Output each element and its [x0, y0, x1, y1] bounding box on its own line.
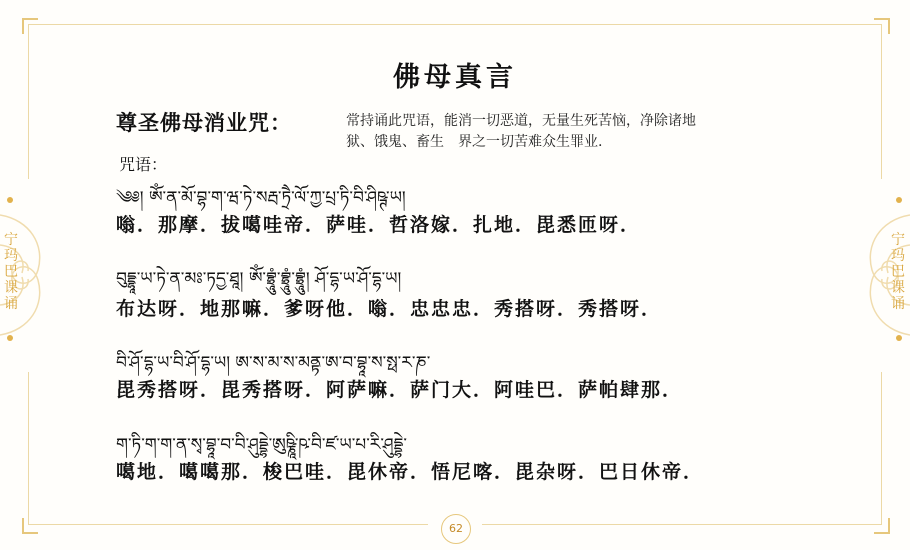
verse-4-tibetan: ག་ཏི་ག་ག་ན་སྭ་བྷཱ་བ་བི་ཤུདྡྷེ་ཨུཥྞཱི་ཥ་བི་ཛ་ཡ་པ་རི་ཤུདྡྷེ་ — [116, 435, 407, 455]
left-dot-top — [7, 197, 13, 203]
corner-ornament-bottom-left — [22, 518, 38, 534]
right-dot-bottom — [896, 335, 902, 341]
frame-bottom-line-right — [482, 524, 882, 525]
verse-2-chinese: 布达呀．地那嘛．爹呀他．嗡．忠忠忠．秀搭呀．秀搭呀． — [116, 298, 663, 320]
frame-left-line-lower — [28, 372, 29, 524]
mantra-heading: 尊圣佛母消业咒： — [116, 111, 292, 135]
description-line-2: 狱、饿鬼、畜生 界之一切苦难众生罪业. — [346, 134, 603, 150]
frame-bottom-line — [28, 524, 428, 525]
verse-1-tibetan: ༄༅། ཨོཾ་ན་མོ་བྷ་ག་ཝ་ཏེ་སརྦ་ཏྲཻ་ལོ་ཀྱ་པྲ་ཏི་བི་ཤིཥྚ་ཡ། — [116, 188, 406, 208]
side-label-left: 宁玛巴课诵 — [4, 232, 18, 312]
verse-2-tibetan: བུདྡྷཱ་ཡ་ཏེ་ན་མཿ་ཏདྱ་ཐཱ། ཨོཾ་བྷྲཱུཾ་བྷྲཱུཾ་བྷྲཱུཾ། ཤོ་དྷ་ཡ་ཤོ་དྷ་ཡ། — [116, 269, 402, 289]
mantra-label: 咒语： — [119, 155, 168, 174]
left-dot-bottom — [7, 335, 13, 341]
frame-left-line — [28, 24, 29, 179]
verse-3-tibetan: བི་ཤོ་དྷ་ཡ་བི་ཤོ་དྷ་ཡ། ཨ་ས་མ་ས་མནྟ་ཨ་བ་བྷཱ་ས་སྥ་ར་ཎ་ — [116, 353, 431, 373]
corner-ornament-top-left — [22, 18, 38, 34]
description-line-1: 常持诵此咒语，能消一切恶道，无量生死苦恼，净除诸地 — [346, 113, 696, 129]
page-number: 62 — [441, 514, 471, 544]
corner-ornament-bottom-right — [874, 518, 890, 534]
verse-1-chinese: 嗡．那摩．拔噶哇帝．萨哇．哲洛嫁．扎地．毘悉匝呀． — [116, 214, 642, 236]
side-label-right: 宁玛巴课诵 — [891, 232, 905, 312]
page-title: 佛母真言 — [393, 62, 517, 93]
mantra-description — [346, 111, 786, 153]
corner-ornament-top-right — [874, 18, 890, 34]
verse-4-chinese: 噶地．噶噶那．梭巴哇．毘休帝．悟尼喀．毘杂呀．巴日休帝． — [116, 461, 705, 483]
verse-3-chinese: 毘秀搭呀．毘秀搭呀．阿萨嘛．萨门大．阿哇巴．萨帕肆那． — [116, 379, 684, 401]
frame-right-line — [881, 24, 882, 179]
right-dot-top — [896, 197, 902, 203]
frame-top-line — [28, 24, 882, 25]
frame-right-line-lower — [881, 372, 882, 524]
